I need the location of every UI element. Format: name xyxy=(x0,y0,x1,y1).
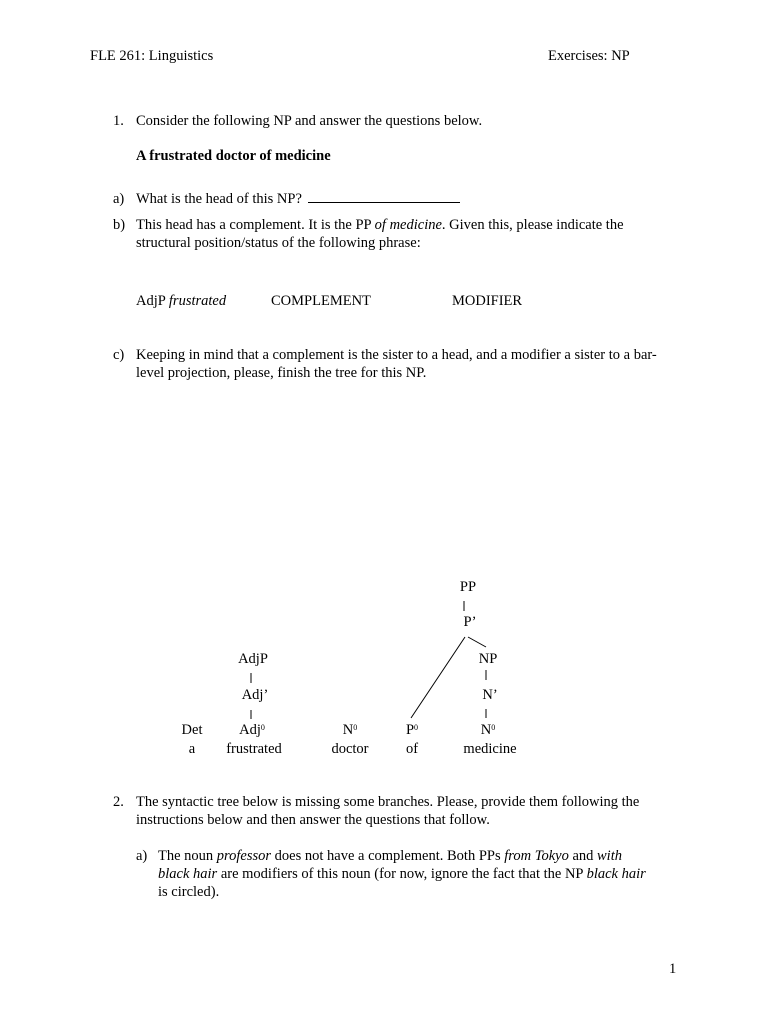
node-adj-bar: Adj’ xyxy=(241,687,269,703)
q2a-l2-c: black hair xyxy=(586,866,646,882)
node-n0-doctor-zero: 0 xyxy=(353,723,358,732)
word-frustrated: frustrated xyxy=(226,741,282,757)
page-number: 1 xyxy=(669,961,677,977)
q2a-l1-f: with xyxy=(597,848,622,864)
q1c-line1: Keeping in mind that a complement is the sister to a head, and a modifier a sister to a bar- xyxy=(136,347,657,363)
node-np: NP xyxy=(478,651,498,667)
q1-number: 1. xyxy=(113,113,124,129)
q2a-l1-a: The noun xyxy=(158,848,217,864)
q2a-line3: is circled). xyxy=(158,884,220,900)
q1b-text-italic: of medicine xyxy=(374,217,442,233)
word-medicine: medicine xyxy=(463,741,517,757)
node-pp: PP xyxy=(459,579,477,595)
node-n-bar: N’ xyxy=(482,687,498,703)
q2a-label: a) xyxy=(136,848,148,864)
node-adj0-cat: Adj xyxy=(239,722,261,738)
q2a-l2-b: are modifiers of this noun (for now, ignore the fact that the NP xyxy=(217,866,587,882)
q2a-l2-a: black hair xyxy=(158,866,218,882)
q1b-line2: structural position/status of the following phrase: xyxy=(136,235,421,251)
exercise-title: Exercises: NP xyxy=(548,48,630,64)
option-phrase xyxy=(136,292,226,310)
option-modifier[interactable]: MODIFIER xyxy=(452,293,523,309)
node-p0 xyxy=(382,721,442,739)
node-n0-medicine-zero: 0 xyxy=(491,723,496,732)
q1-np-phrase: A frustrated doctor of medicine xyxy=(136,148,331,164)
node-det: Det xyxy=(181,722,203,738)
node-n0-doctor-cat: N xyxy=(342,722,354,738)
node-p-bar: P’ xyxy=(463,614,477,630)
q2-number: 2. xyxy=(113,794,124,810)
node-adjp: AdjP xyxy=(238,651,268,667)
q2a-l1-b: professor xyxy=(216,848,272,864)
q1a-text: What is the head of this NP? xyxy=(136,191,302,207)
q2-line1: The syntactic tree below is missing some branches. Please, provide them following the xyxy=(136,794,640,810)
node-n0-medicine xyxy=(458,721,518,739)
q2-line2: instructions below and then answer the questions that follow. xyxy=(136,812,490,828)
branch-pbar-np xyxy=(468,637,486,647)
option-complement[interactable]: COMPLEMENT xyxy=(271,293,371,309)
q1b-line1 xyxy=(136,216,624,234)
q1b-text-before: This head has a complement. It is the PP xyxy=(136,217,375,233)
word-of: of xyxy=(405,741,419,757)
option-phrase-word: frustrated xyxy=(168,293,227,309)
q1c-label: c) xyxy=(113,347,125,363)
q1b-text-after: . Given this, please indicate the xyxy=(441,217,624,233)
option-phrase-cat: AdjP xyxy=(136,293,169,309)
node-p0-cat: P xyxy=(405,722,415,738)
node-n0-medicine-cat: N xyxy=(480,722,492,738)
node-adj0-zero: 0 xyxy=(260,723,265,732)
word-a: a xyxy=(188,741,196,757)
q1c-line2: level projection, please, finish the tree for this NP. xyxy=(136,365,427,381)
course-header: FLE 261: Linguistics xyxy=(90,48,214,64)
node-p0-zero: 0 xyxy=(414,723,419,732)
node-n0-doctor xyxy=(320,721,380,739)
q1a-question xyxy=(136,190,460,208)
q1b-label: b) xyxy=(113,217,126,233)
branch-pbar-p0 xyxy=(411,637,465,718)
q2a-l1-e: and xyxy=(568,848,598,864)
q1a-label: a) xyxy=(113,191,125,207)
q1-prompt: Consider the following NP and answer the questions below. xyxy=(136,113,483,129)
q2a-line1 xyxy=(158,847,622,865)
q2a-l1-d: from Tokyo xyxy=(504,848,569,864)
node-adj0 xyxy=(222,721,282,739)
q2a-line2 xyxy=(158,865,646,883)
answer-blank[interactable] xyxy=(308,190,460,203)
word-doctor: doctor xyxy=(331,741,369,757)
q2a-l1-c: does not have a complement. Both PPs xyxy=(271,848,505,864)
